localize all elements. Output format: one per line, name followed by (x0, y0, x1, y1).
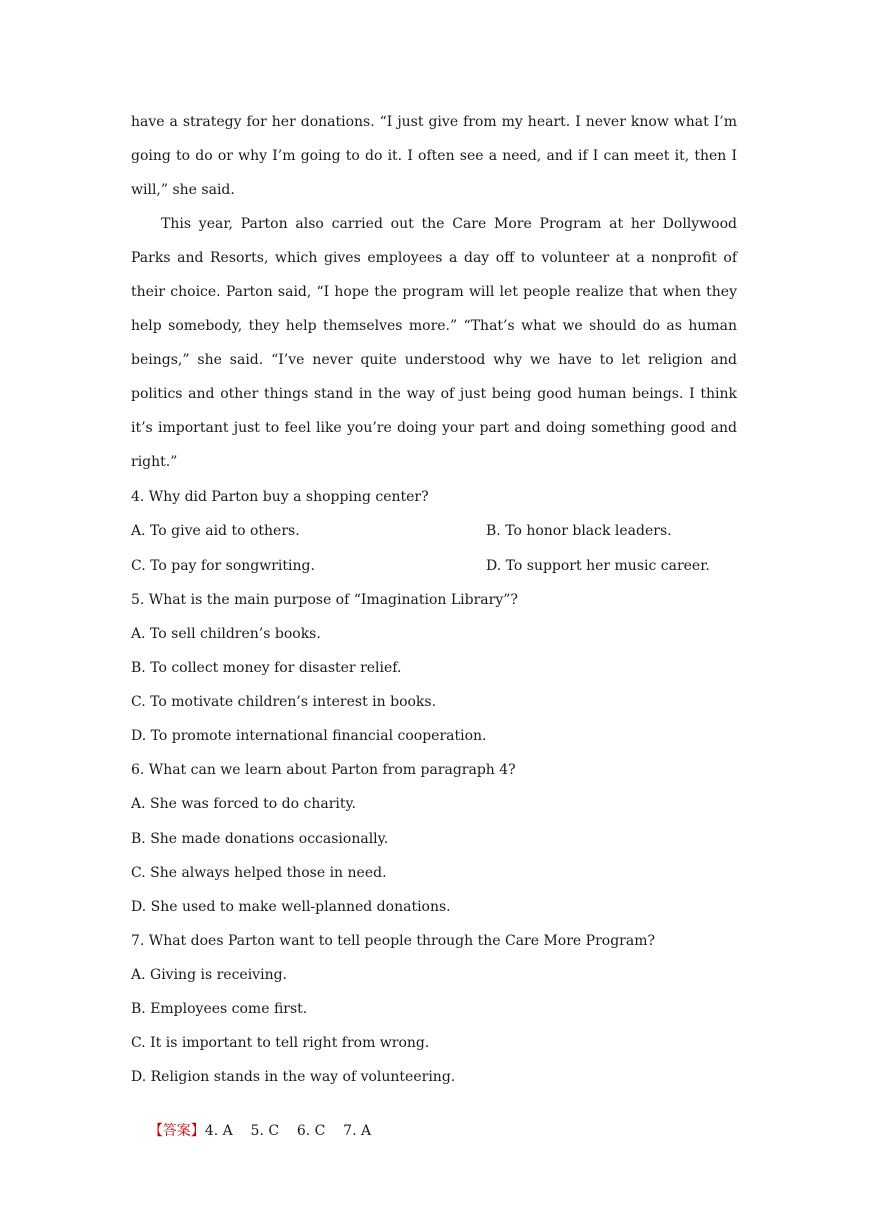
question-5-option-d: D. To promote international financial cooperation. (131, 728, 487, 744)
question-4-option-c: C. To pay for songwriting. (131, 558, 315, 574)
question-4-option-b: B. To honor black leaders. (486, 523, 672, 539)
question-5-stem: 5. What is the main purpose of “Imagination Library”? (131, 592, 518, 608)
question-7-option-c: C. It is important to tell right from wrong. (131, 1035, 430, 1051)
question-6-option-a: A. She was forced to do charity. (131, 796, 357, 812)
question-4-option-a: A. To give aid to others. (131, 523, 300, 539)
question-6-stem: 6. What can we learn about Parton from paragraph 4? (131, 762, 516, 778)
question-7-option-a: A. Giving is receiving. (131, 967, 287, 983)
question-5-option-c: C. To motivate children’s interest in books. (131, 694, 437, 710)
question-5-option-b: B. To collect money for disaster relief. (131, 660, 402, 676)
question-4-option-d: D. To support her music career. (486, 558, 710, 574)
answer-key (131, 1101, 371, 1161)
question-6-option-d: D. She used to make well-planned donations. (131, 899, 451, 915)
answer-label: 【答案】 (148, 1123, 205, 1139)
question-5-option-a: A. To sell children’s books. (131, 626, 321, 642)
question-7-option-d: D. Religion stands in the way of volunteering. (131, 1069, 456, 1085)
question-7-stem: 7. What does Parton want to tell people through the Care More Program? (131, 933, 655, 949)
passage-paragraph-care-more: This year, Parton also carried out the Care More Program at her Dollywood Parks and Resorts, which gives employees a day off to volunteer at a nonprofit of their choice. Parton said, “I hope the program will let people realize that when they help somebody, they help themselves more.” “That’s what we should do as human beings,” she said. “I’ve never quite understood why we have to let religion and politics and other things stand in the way of just being good human beings. I think it’s important just to feel like you’re doing your part and doing something good and right.” (131, 216, 737, 470)
passage-paragraph-continued: have a strategy for her donations. “I just give from my heart. I never know what I’m going to do or why I’m going to do it. I often see a need, and if I can meet it, then I will,” she said. (131, 114, 737, 198)
question-4-stem: 4. Why did Parton buy a shopping center? (131, 489, 429, 505)
answer-values: 4. A 5. C 6. C 7. A (204, 1123, 372, 1139)
question-7-option-b: B. Employees come first. (131, 1001, 308, 1017)
question-6-option-c: C. She always helped those in need. (131, 865, 387, 881)
question-6-option-b: B. She made donations occasionally. (131, 831, 389, 847)
